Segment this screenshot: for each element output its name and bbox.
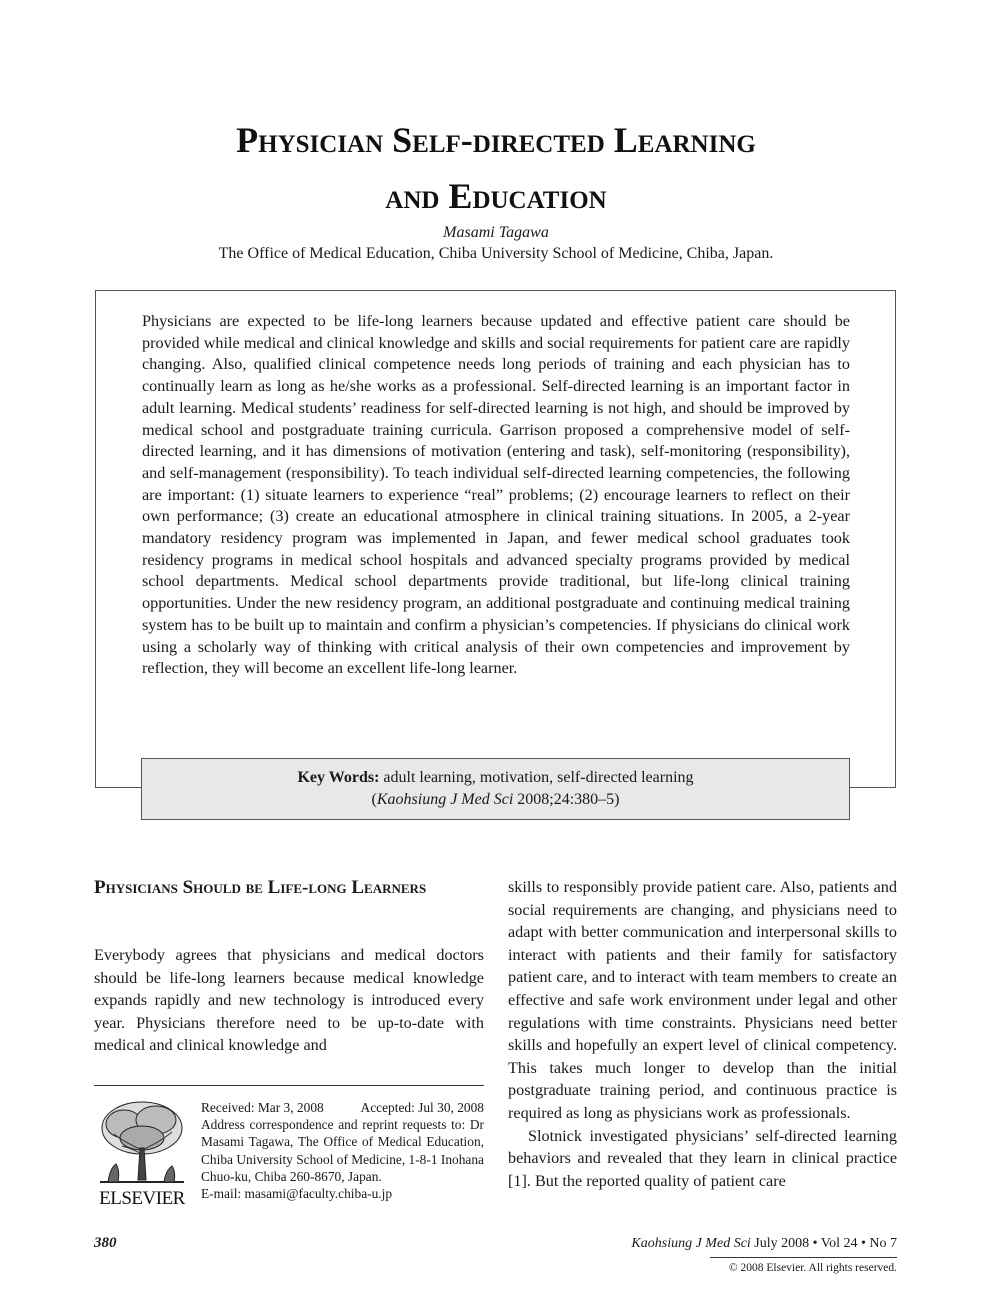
citation-details: 2008;24:380–5: [517, 791, 615, 808]
journal-issue-line: [631, 1236, 897, 1252]
issue-info: July 2008 • Vol 24 • No 7: [754, 1236, 897, 1251]
citation-line: (Kaohsiung J Med Sci 2008;24:380–5): [371, 791, 620, 808]
elsevier-wordmark: ELSEVIER: [99, 1188, 185, 1209]
body-right-column: [508, 876, 897, 1192]
footnote-divider: [94, 1085, 484, 1086]
tree-logo-icon: [94, 1098, 190, 1186]
received-date: Received: Mar 3, 2008: [201, 1100, 324, 1115]
journal-name: Kaohsiung J Med Sci: [631, 1236, 751, 1251]
keywords-terms: adult learning, motivation, self-directed learning: [383, 769, 694, 786]
correspondence-email: E-mail: masami@faculty.chiba-u.jp: [201, 1186, 393, 1202]
abstract-text: Physicians are expected to be life-long learners because updated and effective patient care should be provided while medical and clinical knowledge and skills and social requirements for patient care are rapidly changing. Also, qualified clinical competence needs long periods of training and each physician has to continually learn as long as he/she works as a professional. Self-directed learning is an important factor in adult learning. Medical students’ readiness for self-directed learning is not high, and should be improved by medical school and postgraduate training curricula. Garrison proposed a comprehensive model of self-directed learning, and it has dimensions of motivation (entering and task), self-monitoring (responsibility), and self-management (responsibility). To teach individual self-directed learning competencies, the following are important: (1) situate learners to experience “real” problems; (2) encourage learners to reflect on their own performance; (3) create an educational atmosphere in clinical training situations. In 2005, a 2-year mandatory residency program was implemented in Japan, and fewer medical school graduates took residency programs in medical school hospitals and advanced specialty programs provided by medical school departments. Medical school departments provide traditional, but life-long clinical training opportunities. Under the new residency program, an additional postgraduate and continuing medical training system has to be built up to maintain and confirm a physician’s competencies. If physicians do clinical work using a scholarly way of thinking with critical analysis of their own competencies and improvement by reflection, they will become an excellent life-long learner.: [142, 312, 850, 678]
title-line-2: and Education: [385, 176, 607, 216]
body-right-paragraph-1: skills to responsibly provide patient care. Also, patients and social requirements are changing, and physicians need to adapt with better communication and interpersonal skills to interact with patients and their family for satisfactory patient care, and to interact with team members to create an effective and safe work environment under legal and other regulations with time constraints. Physicians need better skills and hopefully an expert level of clinical competency. This takes much longer to develop than the initial postgraduate training period, and continuous practice is required as long as physicians work as professionals.: [508, 878, 897, 1122]
dates-row: [201, 1099, 484, 1116]
body-right-paragraph-2: Slotnick investigated physicians’ self-directed learning behaviors and revealed that they learn in clinical practice [1]. But the reported quality of patient care: [508, 1126, 897, 1190]
body-left-paragraph: Everybody agrees that physicians and medical doctors should be life-long learners because medical knowledge expands rapidly and new technology is introduced every year. Physicians therefore need to be up-to-date with medical and clinical knowledge and: [94, 946, 484, 1055]
copyright-divider: [710, 1257, 897, 1258]
author-affiliation: The Office of Medical Education, Chiba University School of Medicine, Chiba, Japan.: [218, 245, 774, 262]
correspondence-address: Address correspondence and reprint requests to: Dr Masami Tagawa, The Office of Medical Education, Chiba University School of Medicine, 1-8-1 Inohana Chuo-ku, Chiba 260-8670, Japan.: [201, 1117, 485, 1184]
accepted-date: Accepted: Jul 30, 2008: [360, 1100, 484, 1115]
article-title: [100, 112, 892, 224]
keywords-label: Key Words:: [297, 769, 380, 786]
page-number: 380: [94, 1235, 117, 1251]
correspondence-footnote: [201, 1099, 484, 1202]
citation-journal: Kaohsiung J Med Sci: [376, 791, 514, 808]
copyright-notice: © 2008 Elsevier. All rights reserved.: [728, 1262, 897, 1274]
author-name: Masami Tagawa: [443, 224, 549, 241]
section-heading: Physicians Should be Life-long Learners: [94, 877, 427, 898]
keywords-box: [141, 758, 850, 820]
keywords-line: [142, 767, 849, 789]
title-line-1: Physician Self-directed Learning: [236, 120, 756, 160]
